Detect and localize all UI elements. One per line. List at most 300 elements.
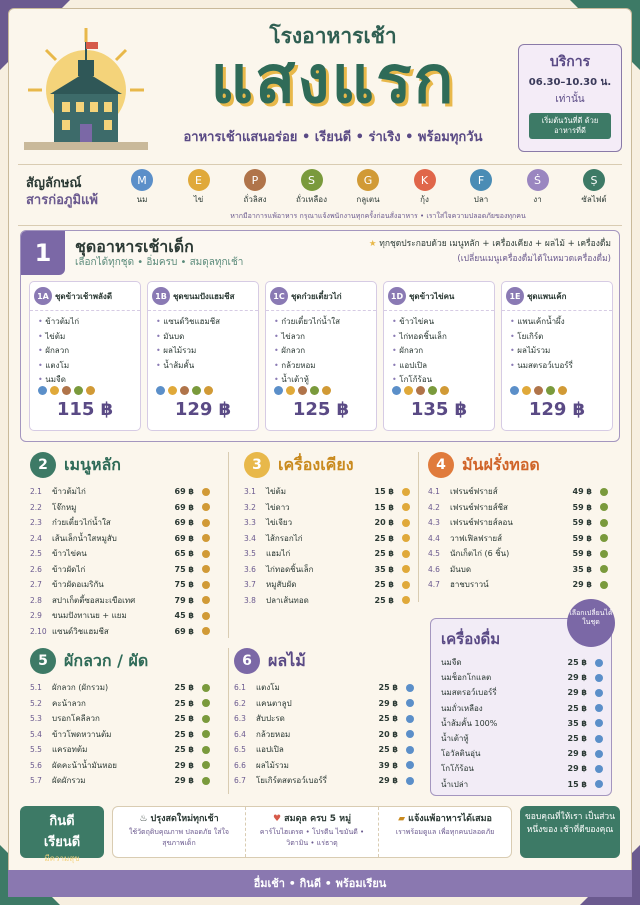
allergen-dot: [406, 684, 414, 692]
item-code: 3.8: [244, 595, 256, 605]
item-code: 6.6: [234, 760, 246, 770]
heart-icon: ♥: [272, 814, 285, 824]
allergen-dot: [202, 534, 210, 542]
allergen-dot: [600, 503, 608, 511]
sides-section-title: เครื่องเคียง: [278, 454, 354, 474]
kids-set-section: [20, 230, 620, 442]
allergen-title-sub: สารก่อภูมิแพ้: [26, 193, 98, 208]
set-item: • นมสตรอว์เบอร์รี่: [510, 359, 604, 374]
menu-row: [441, 746, 603, 761]
item-price: 59 ฿: [572, 502, 592, 512]
allergen-label: ไข่: [193, 195, 204, 204]
allergen-label: กุ้ง: [420, 195, 429, 204]
menu-row: [30, 773, 210, 789]
item-price: 75 ฿: [174, 580, 194, 590]
drinks-menu-list: [441, 655, 603, 792]
brand-name: แสงแรก: [210, 41, 456, 118]
item-price: 39 ฿: [378, 760, 398, 770]
allergen-dot: [202, 519, 210, 527]
item-price: 49 ฿: [572, 487, 592, 497]
allergen-dot: [600, 519, 608, 527]
bottom-banner: อื่มเช้า • กินดี • พร้อมเรียน: [8, 870, 632, 897]
allergen-dot: [202, 715, 210, 723]
set-item: • ข้าวต้มไก่: [38, 315, 132, 330]
allergen-label: นม: [136, 195, 148, 204]
tagline-2: เรียนดี: [43, 835, 81, 850]
item-name: แอปเปิล: [256, 745, 284, 755]
set-name: ชุดแพนเค้ก: [527, 291, 567, 301]
set-code: 1D: [388, 287, 406, 305]
menu-row: [30, 608, 210, 624]
allergen-dot: [298, 386, 307, 395]
hours-title: บริการ: [549, 54, 591, 70]
item-price: 69 ฿: [174, 626, 194, 636]
menu-row: [234, 680, 414, 696]
menu-row: [441, 701, 603, 716]
allergen-dot: [310, 386, 319, 395]
item-code: 2.5: [30, 549, 42, 559]
allergen-label: ซัลไฟต์: [581, 195, 607, 204]
item-price: 15 ฿: [374, 502, 394, 512]
item-name: โยเกิร์ตสตรอว์เบอร์รี่: [256, 776, 327, 786]
allergen-dot: [202, 627, 210, 635]
menu-row: [441, 685, 603, 700]
sesame-icon: Ṡ: [527, 169, 549, 191]
item-price: 29 ฿: [174, 776, 194, 786]
item-name: นักเก็ตไก่ (6 ชิ้น): [450, 549, 510, 559]
thanks-box: ขอบคุณที่ให้เรา เป็นส่วนหนึ่งของ เช้าที่ดีของคุณ: [520, 806, 620, 858]
allergen-label: งา: [533, 195, 542, 204]
menu-row: [428, 515, 608, 531]
allergen-items: [118, 169, 618, 206]
item-code: 3.1: [244, 487, 256, 497]
allergen-dot: [402, 519, 410, 527]
allergen-dot: [440, 386, 449, 395]
item-price: 29 ฿: [378, 698, 398, 708]
item-code: 6.5: [234, 745, 246, 755]
soybean-icon: S: [301, 169, 323, 191]
main-section-title: เมนูหลัก: [64, 454, 121, 474]
item-price: 29 ฿: [174, 760, 194, 770]
sides-menu-list: [244, 484, 410, 608]
allergen-dot: [402, 503, 410, 511]
allergen-dot: [50, 386, 59, 395]
item-code: 2.4: [30, 533, 42, 543]
allergen-dot: [402, 565, 410, 573]
set-item: • ผักลวก: [38, 344, 132, 359]
set-item: • นมจืด: [38, 373, 132, 388]
allergen-dot: [202, 596, 210, 604]
drinks-title: เครื่องดื่ม: [441, 630, 501, 648]
allergen-dot: [192, 386, 201, 395]
item-name: แครอทต้ม: [52, 745, 88, 755]
allergen-dot: [202, 730, 210, 738]
item-name: นมจืด: [441, 658, 462, 668]
item-name: ข้าวต้มไก่: [52, 487, 86, 497]
veg-section-header: [30, 648, 148, 674]
item-name: นมช็อกโกแลต: [441, 673, 492, 683]
drinks-section: [430, 609, 613, 796]
item-price: 25 ฿: [567, 658, 587, 668]
menu-row: [428, 577, 608, 593]
allergen-dot: [202, 503, 210, 511]
allergen-item: [118, 169, 166, 206]
fruit-section-header: [234, 648, 306, 674]
item-name: เส้นเล็กน้ำใสหมูสับ: [52, 533, 117, 543]
footer-fresh-title: ปรุงสดใหม่ทุกเช้า: [150, 814, 219, 824]
section-number-6: 6: [234, 648, 260, 674]
chef-hat-icon: ♨: [139, 814, 151, 824]
item-code: 6.7: [234, 776, 246, 786]
item-price: 25 ฿: [374, 595, 394, 605]
footer-allergy-title: แจ้งแพ้อาหารได้เสมอ: [408, 814, 492, 824]
footer-fresh: [113, 807, 246, 857]
footer-info: [112, 806, 512, 858]
allergen-label: ถั่วเหลือง: [296, 195, 327, 204]
item-price: 69 ฿: [174, 533, 194, 543]
item-name: บรอกโคลีลวก: [52, 714, 100, 724]
item-price: 25 ฿: [567, 703, 587, 713]
service-hours-box: [518, 44, 622, 152]
tagline-3: มีความสุข: [44, 854, 80, 863]
item-name: ปลาเส้นทอด: [266, 595, 309, 605]
section-number-4: 4: [428, 452, 454, 478]
menu-row: [30, 515, 210, 531]
kids-note-line1: ทุกชุดประกอบด้วย เมนูหลัก + เครื่องเคียง + ผลไม้ + เครื่องดื่ม: [379, 239, 611, 249]
allergen-dot: [522, 386, 531, 395]
item-name: แซนด์วิชแฮมชีส: [52, 626, 109, 636]
menu-row: [234, 711, 414, 727]
item-price: 25 ฿: [378, 683, 398, 693]
item-code: 2.8: [30, 595, 42, 605]
allergen-dot: [600, 550, 608, 558]
allergen-item: [570, 169, 618, 206]
item-code: 4.7: [428, 580, 440, 590]
allergen-dot: [600, 581, 608, 589]
menu-row: [244, 515, 410, 531]
item-name: ก๋วยเตี๋ยวไก่น้ำใส: [52, 518, 111, 528]
menu-row: [428, 546, 608, 562]
item-name: น้ำเต้าหู้: [441, 734, 469, 744]
item-price: 15 ฿: [374, 487, 394, 497]
menu-row: [234, 696, 414, 712]
footer-allergy: [379, 807, 511, 857]
set-name: ชุดข้าวไข่คน: [409, 291, 455, 301]
item-price: 75 ฿: [174, 564, 194, 574]
allergen-title-main: สัญลักษณ์: [26, 176, 82, 191]
allergen-dot: [62, 386, 71, 395]
main-menu-list: [30, 484, 210, 639]
set-name: ชุดขนมปังแฮมชีส: [173, 291, 235, 301]
menu-row: [30, 577, 210, 593]
item-price: 29 ฿: [378, 776, 398, 786]
hours-note: เท่านั้น: [555, 94, 585, 105]
item-price: 29 ฿: [567, 749, 587, 759]
menu-row: [244, 531, 410, 547]
drinks-badge: เลือกเปลี่ยนได้ในชุด: [567, 599, 615, 647]
set-item: • ไข่ต้ม: [38, 330, 132, 345]
sides-section-header: [244, 452, 354, 478]
fish-icon: F: [470, 169, 492, 191]
item-price: 25 ฿: [174, 729, 194, 739]
veg-menu-list: [30, 680, 210, 789]
allergen-dot: [202, 777, 210, 785]
allergen-dot: [595, 659, 603, 667]
item-code: 3.7: [244, 580, 256, 590]
item-code: 4.1: [428, 487, 440, 497]
item-name: สปาเก็ตตี้ซอสมะเขือเทศ: [52, 595, 136, 605]
shrimp-icon: K: [414, 169, 436, 191]
item-price: 20 ฿: [374, 518, 394, 528]
set-code: 1A: [34, 287, 52, 305]
item-name: ไข่ต้ม: [266, 487, 286, 497]
menu-row: [30, 711, 210, 727]
item-name: ผลไม้รวม: [256, 760, 289, 770]
hours-time: 06.30–10.30 น.: [528, 77, 612, 88]
item-price: 25 ฿: [174, 745, 194, 755]
allergen-dot: [86, 386, 95, 395]
allergen-item: [514, 169, 562, 206]
set-name: ชุดก๋วยเตี๋ยวไก่: [291, 291, 342, 301]
item-code: 2.3: [30, 518, 42, 528]
section-number-1: 1: [21, 231, 65, 275]
set-item: • ข้าวไข่คน: [392, 315, 486, 330]
set-item: • น้ำส้มคั้น: [156, 359, 250, 374]
allergen-dot: [202, 699, 210, 707]
item-name: ฮาชบราวน์: [450, 580, 489, 590]
item-price: 29 ฿: [567, 673, 587, 683]
set-price: 129 ฿: [528, 399, 586, 420]
kids-set-list: [29, 281, 613, 431]
item-code: 4.5: [428, 549, 440, 559]
allergen-dot: [202, 746, 210, 754]
menu-row: [30, 758, 210, 774]
allergen-item: [231, 169, 279, 206]
allergen-dot: [38, 386, 47, 395]
item-price: 25 ฿: [378, 714, 398, 724]
set-name: ชุดข้าวเช้าพลังดี: [55, 291, 113, 301]
allergen-dot: [402, 534, 410, 542]
item-price: 35 ฿: [572, 564, 592, 574]
column-divider: [418, 452, 419, 602]
item-code: 5.6: [30, 760, 42, 770]
column-divider: [228, 452, 229, 638]
item-code: 2.1: [30, 487, 42, 497]
menu-row: [30, 624, 210, 640]
item-name: ผักลวก (ผักรวม): [52, 683, 109, 693]
slogan: อาหารเช้าแสนอร่อย • เรียนดี • ร่าเริง • พร้อมทุกวัน: [183, 130, 483, 145]
set-code: 1E: [506, 287, 524, 305]
item-code: 5.2: [30, 698, 42, 708]
set-item: • แตงโม: [38, 359, 132, 374]
allergen-dot: [402, 581, 410, 589]
item-price: 69 ฿: [174, 487, 194, 497]
allergen-dot: [558, 386, 567, 395]
allergen-dot: [202, 684, 210, 692]
section-number-3: 3: [244, 452, 270, 478]
allergen-dot: [406, 715, 414, 723]
item-name: คะน้าลวก: [52, 698, 86, 708]
allergen-dot: [402, 596, 410, 604]
allergen-label: ถั่วลิสง: [243, 195, 267, 204]
allergen-item: [457, 169, 505, 206]
allergen-dot: [595, 750, 603, 758]
item-code: 5.7: [30, 776, 42, 786]
allergen-dot: [595, 689, 603, 697]
item-price: 35 ฿: [567, 718, 587, 728]
menu-row: [30, 500, 210, 516]
allergen-dot: [406, 777, 414, 785]
item-name: ข้าวไข่คน: [52, 549, 87, 559]
star-icon: ★: [368, 239, 380, 249]
peanut-icon: P: [244, 169, 266, 191]
item-name: แตงโม: [256, 683, 280, 693]
allergen-note: หากมีอาการแพ้อาหาร กรุณาแจ้งพนักงานทุกครั้งก่อนสั่งอาหาร • เราใส่ใจความปลอดภัยของทุกคน: [230, 212, 526, 220]
item-name: แคนตาลูป: [256, 698, 292, 708]
allergen-item: [175, 169, 223, 206]
set-item: • แพนเค้กน้ำผึ้ง: [510, 315, 604, 330]
set-code: 1C: [270, 287, 288, 305]
item-name: มันบด: [450, 564, 472, 574]
set-item: • กล้วยหอม: [274, 359, 368, 374]
set-item: • ผลไม้รวม: [156, 344, 250, 359]
footer-tagline: [20, 806, 104, 863]
set-price: 115 ฿: [56, 399, 114, 420]
item-price: 35 ฿: [374, 564, 394, 574]
allergen-dot: [286, 386, 295, 395]
kids-set-card: [147, 281, 259, 431]
allergen-dot: [595, 674, 603, 682]
item-price: 29 ฿: [572, 580, 592, 590]
footer-balance: [246, 807, 379, 857]
kids-section-note: [369, 237, 611, 267]
item-code: 3.3: [244, 518, 256, 528]
section-number-2: 2: [30, 452, 56, 478]
item-code: 5.4: [30, 729, 42, 739]
item-name: ผัดคะน้าน้ำมันหอย: [52, 760, 117, 770]
item-code: 4.2: [428, 502, 440, 512]
menu-row: [30, 593, 210, 609]
set-item: • ผักลวก: [274, 344, 368, 359]
item-price: 69 ฿: [174, 502, 194, 512]
item-name: น้ำส้มคั้น 100%: [441, 718, 498, 728]
allergen-dot: [322, 386, 331, 395]
menu-row: [30, 531, 210, 547]
allergen-dot: [600, 488, 608, 496]
allergen-dot: [406, 699, 414, 707]
menu-row: [244, 500, 410, 516]
item-name: วาฟเฟิลฟรายส์: [450, 533, 502, 543]
menu-row: [244, 562, 410, 578]
allergen-dot: [595, 765, 603, 773]
hours-badge: เริ่มต้นวันที่ดี ด้วยอาหารที่ดี: [529, 113, 611, 139]
footer-balance-title: สมดุล ครบ 5 หมู่: [284, 814, 352, 824]
item-name: ไข่ดาว: [266, 502, 290, 512]
item-name: ข้าวผัดไก่: [52, 564, 86, 574]
allergen-dot: [74, 386, 83, 395]
item-price: 25 ฿: [378, 745, 398, 755]
footer-allergy-sub: เราพร้อมดูแล เพื่อทุกคนปลอดภัย: [395, 828, 495, 836]
item-code: 5.5: [30, 745, 42, 755]
allergen-dot: [392, 386, 401, 395]
menu-row: [441, 777, 603, 792]
allergen-dot: [204, 386, 213, 395]
fries-section-title: มันฝรั่งทอด: [462, 454, 540, 474]
item-name: ขนมปังทาเนย + แยม: [52, 611, 127, 621]
item-code: 3.6: [244, 564, 256, 574]
item-price: 59 ฿: [572, 549, 592, 559]
footer-balance-sub: คาร์โบไฮเดรต • โปรตีน ไขมันดี • วิตามิน • แร่ธาตุ: [259, 828, 365, 847]
menu-row: [30, 696, 210, 712]
fries-menu-list: [428, 484, 608, 593]
item-name: สับปะรด: [256, 714, 285, 724]
item-name: หมูสับผัด: [266, 580, 297, 590]
menu-row: [244, 546, 410, 562]
allergen-dot: [416, 386, 425, 395]
item-price: 20 ฿: [378, 729, 398, 739]
item-code: 6.4: [234, 729, 246, 739]
allergen-dot: [406, 746, 414, 754]
wheat-icon: G: [357, 169, 379, 191]
menu-row: [30, 484, 210, 500]
milk-icon: M: [131, 169, 153, 191]
item-name: ผัดผักรวม: [52, 776, 86, 786]
item-price: 59 ฿: [572, 533, 592, 543]
item-price: 25 ฿: [174, 683, 194, 693]
allergen-dot: [546, 386, 555, 395]
set-price: 129 ฿: [174, 399, 232, 420]
item-price: 25 ฿: [374, 580, 394, 590]
menu-row: [234, 758, 414, 774]
item-price: 15 ฿: [567, 779, 587, 789]
item-code: 2.6: [30, 564, 42, 574]
allergen-dot: [274, 386, 283, 395]
item-price: 45 ฿: [174, 611, 194, 621]
kids-section-subtitle: เลือกได้ทุกชุด • อิ่มครบ • สมดุลทุกเช้า: [75, 257, 244, 268]
item-code: 3.5: [244, 549, 256, 559]
bread-icon: ▰: [398, 814, 409, 824]
item-name: น้ำเปล่า: [441, 779, 469, 789]
item-price: 69 ฿: [174, 518, 194, 528]
veg-section-title: ผักลวก / ผัด: [64, 650, 149, 670]
menu-row: [428, 484, 608, 500]
item-name: เฟรนช์ฟรายส์ลอน: [450, 518, 513, 528]
sulfite-icon: Ṣ: [583, 169, 605, 191]
allergen-dot: [595, 780, 603, 788]
item-price: 79 ฿: [174, 595, 194, 605]
item-code: 6.1: [234, 683, 246, 693]
menu-row: [234, 773, 414, 789]
menu-row: [234, 727, 414, 743]
item-code: 4.3: [428, 518, 440, 528]
kids-note-line2: (เปลี่ยนเมนูเครื่องดื่มได้ในหมวดเครื่องดื่ม): [457, 254, 611, 264]
allergen-dot: [202, 581, 210, 589]
kids-set-card: [265, 281, 377, 431]
item-name: นมถั่วเหลือง: [441, 703, 483, 713]
fruit-section-title: ผลไม้: [268, 650, 306, 670]
item-name: นมสตรอว์เบอร์รี่: [441, 688, 497, 698]
item-price: 25 ฿: [174, 698, 194, 708]
fruit-menu-list: [234, 680, 414, 789]
allergen-dot: [595, 735, 603, 743]
item-price: 29 ฿: [567, 688, 587, 698]
main-section-header: [30, 452, 121, 478]
menu-row: [234, 742, 414, 758]
allergen-dot: [402, 488, 410, 496]
item-name: เฟรนช์ฟรายส์: [450, 487, 498, 497]
allergen-label: ปลา: [473, 195, 489, 204]
item-name: ไข่เจียว: [266, 518, 293, 528]
